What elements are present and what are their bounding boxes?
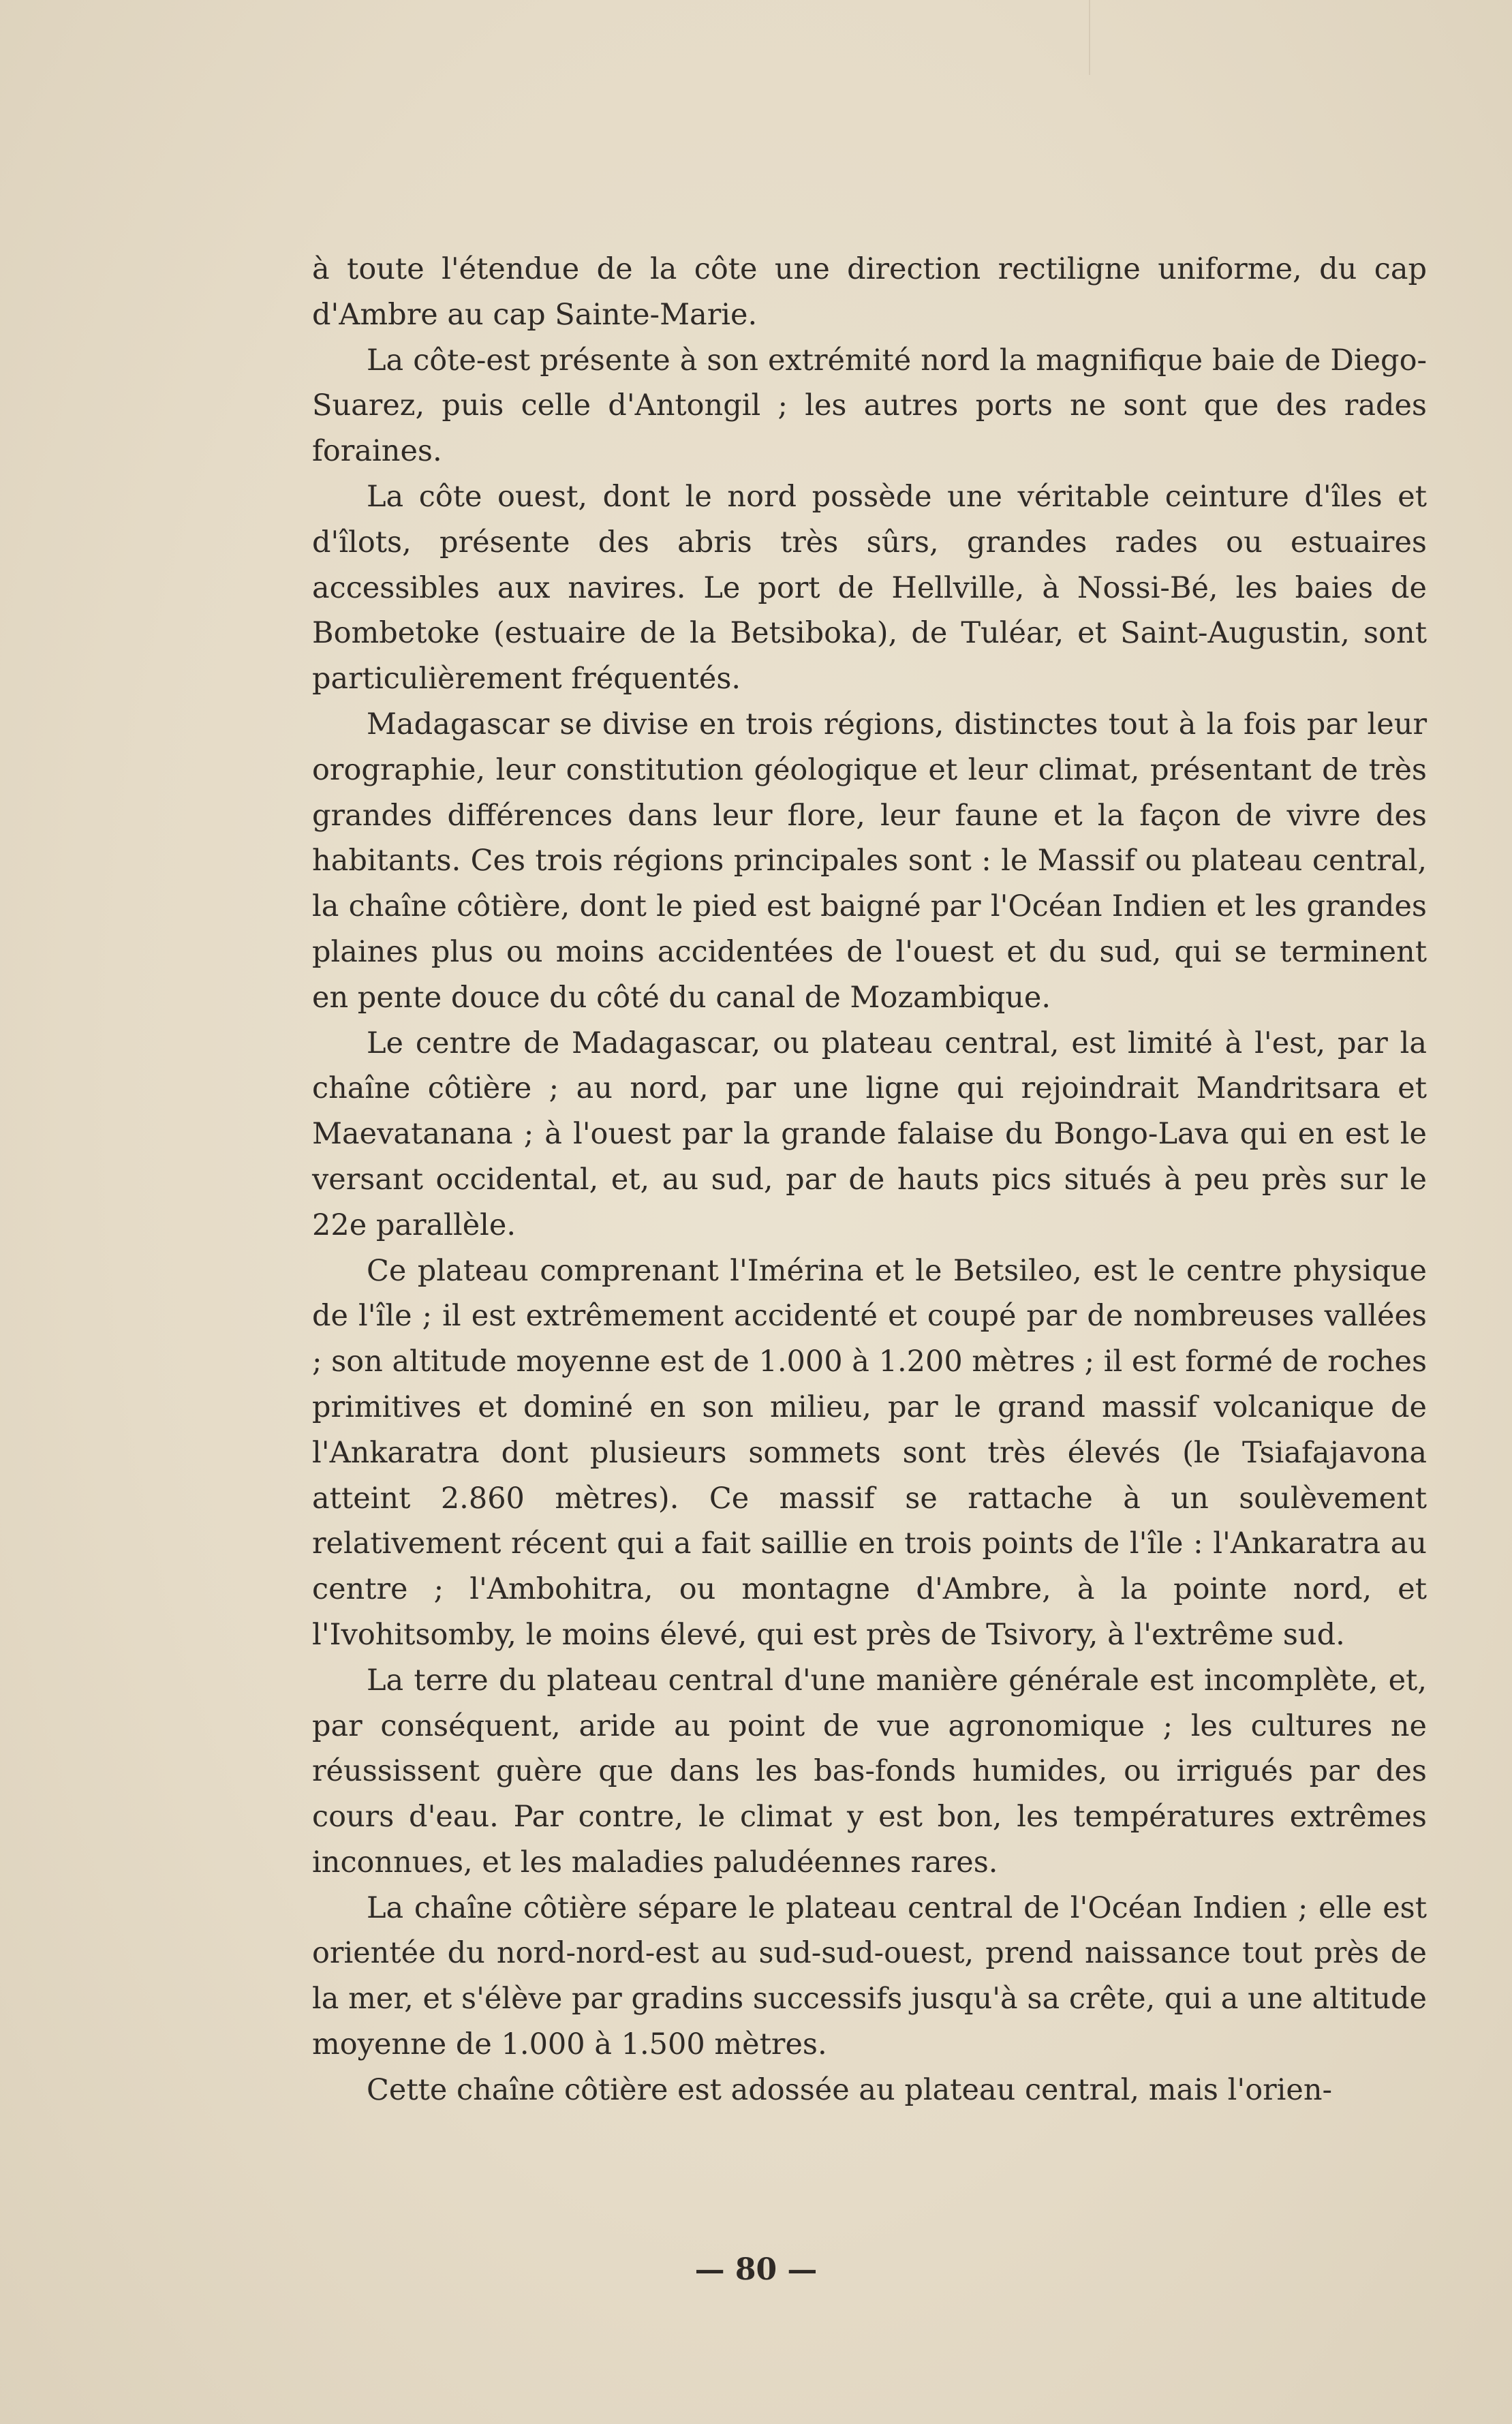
paragraph-plateau-geology: Ce plateau comprenant l'Imérina et le Betsileo, est le centre physique de l'île ; il est extrêmement accidenté et coupé par de nombreuses vallées ; son altitude moyenne est de 1.000 à 1.200 mètres ; il est formé de roches primitives et dominé en son milieu, par le grand massif volcanique de l'Ankaratra dont plusieurs sommets sont très élevés (le Tsiafajavona atteint 2.860 mètres). Ce massif se rattache à un soulèvement relativement récent qui a fait saillie en trois points de l'île : l'Ankaratra au centre ; l'Ambohitra, ou montagne d'Ambre, à la pointe nord, et l'Ivohitsomby, le moins élevé, qui est près de Tsivory, à l'extrême sud.	[312, 1253, 1428, 1652]
paper-fold-mark	[1089, 0, 1090, 75]
paragraph-three-regions: Madagascar se divise en trois régions, distinctes tout à la fois par leur orographie, leur constitution géologique et leur climat, présentant de très grandes différences dans leur flore, leur faune et la façon de vivre des habitants. Ces trois régions principales sont : le Massif ou plateau central, la chaîne côtière, dont le pied est baigné par l'Océan Indien et les grandes plaines plus ou moins accidentées de l'ouest et du sud, qui se terminent en pente douce du côté du canal de Mozambique.	[312, 707, 1427, 1015]
paragraph-east-coast: La côte-est présente à son extrémité nord la magnifique baie de Diego-Suarez, puis celle d'Antongil ; les autres ports ne sont que des rades foraines.	[312, 343, 1427, 469]
paragraph-plateau-soil: La terre du plateau central d'une manière générale est incomplète, et, par conséquent, aride au point de vue agronomique ; les cultures ne réussissent guère que dans les bas-fonds humides, ou irrigués par des cours d'eau. Par contre, le climat y est bon, les températures extrêmes inconnues, et les maladies paludéennes rares.	[312, 1663, 1427, 1880]
paragraph-central-plateau: Le centre de Madagascar, ou plateau central, est limité à l'est, par la chaîne côtière ; au nord, par une ligne qui rejoindrait Mandritsara et Maevatanana ; à l'ouest par la grande falaise du Bongo-Lava qui en est le versant occidental, et, au sud, par de hauts pics situés à peu près sur le 22e parallèle.	[312, 1026, 1427, 1242]
paragraph-coastal-chain-cont: Cette chaîne côtière est adossée au plateau central, mais l'orien-	[367, 2072, 1333, 2107]
body-text	[312, 247, 1427, 2113]
paragraph-west-coast: La côte ouest, dont le nord possède une véritable ceinture d'îles et d'îlots, présente des abris très sûrs, grandes rades ou estuaires accessibles aux navires. Le port de Hellville, à Nossi-Bé, les baies de Bombetoke (estuaire de la Betsiboka), de Tuléar, et Saint-Augustin, sont particulièrement fréquentés.	[312, 479, 1427, 696]
page-number: — 80 —	[694, 2252, 818, 2287]
paragraph-continued: à toute l'étendue de la côte une direction rectiligne uniforme, du cap d'Ambre au cap Sainte-Marie.	[312, 252, 1427, 332]
paragraph-coastal-chain: La chaîne côtière sépare le plateau central de l'Océan Indien ; elle est orientée du nord-nord-est au sud-sud-ouest, prend naissance tout près de la mer, et s'élève par gradins successifs jusqu'à sa crête, qui a une altitude moyenne de 1.000 à 1.500 mètres.	[312, 1890, 1427, 2062]
